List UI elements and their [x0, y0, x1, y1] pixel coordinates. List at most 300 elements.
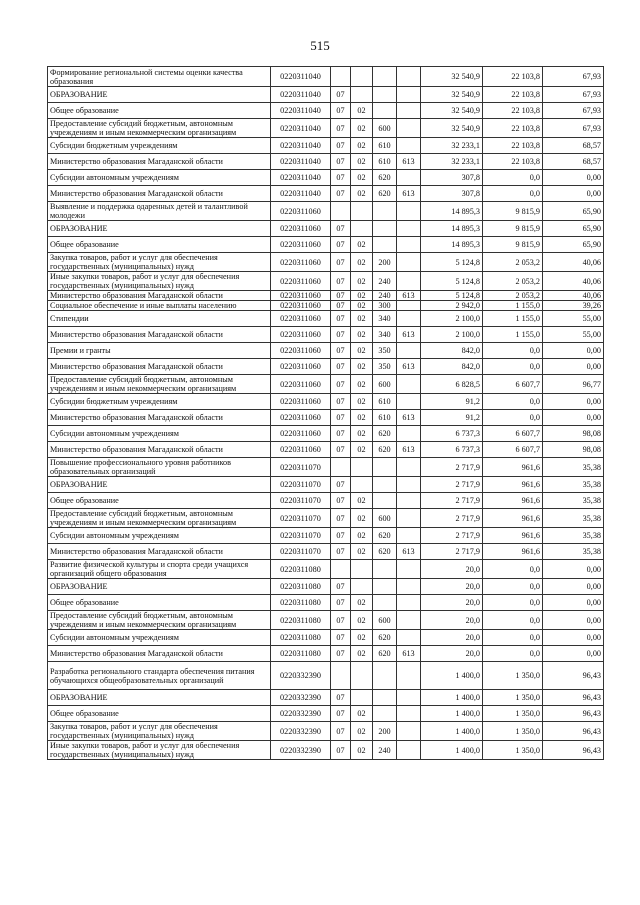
- cell-percent: 96,43: [543, 662, 604, 690]
- cell-expense-type: [373, 87, 397, 103]
- cell-subsection: 02: [351, 611, 373, 630]
- cell-subsection: 02: [351, 646, 373, 662]
- cell-section: 07: [331, 544, 351, 560]
- cell-subsection: 02: [351, 410, 373, 426]
- cell-department: [397, 690, 421, 706]
- cell-target-code: 0220311060: [271, 442, 331, 458]
- cell-expense-type: 600: [373, 375, 397, 394]
- cell-section: 07: [331, 706, 351, 722]
- cell-name: ОБРАЗОВАНИЕ: [48, 87, 271, 103]
- cell-section: 07: [331, 359, 351, 375]
- cell-expense-type: 240: [373, 291, 397, 301]
- cell-section: 07: [331, 138, 351, 154]
- table-row: [48, 311, 604, 327]
- cell-department: [397, 528, 421, 544]
- cell-expense-type: 620: [373, 426, 397, 442]
- cell-percent: 68,57: [543, 138, 604, 154]
- cell-executed: 9 815,9: [483, 237, 543, 253]
- cell-department: [397, 119, 421, 138]
- cell-subsection: [351, 560, 373, 579]
- cell-name: Общее образование: [48, 103, 271, 119]
- cell-target-code: 0220311060: [271, 237, 331, 253]
- cell-target-code: 0220332390: [271, 690, 331, 706]
- cell-name: Закупка товаров, работ и услуг для обеспечения государственных (муниципальных) нужд: [48, 253, 271, 272]
- cell-name: ОБРАЗОВАНИЕ: [48, 579, 271, 595]
- cell-percent: 35,38: [543, 544, 604, 560]
- cell-planned: 1 400,0: [421, 706, 483, 722]
- cell-percent: 0,00: [543, 410, 604, 426]
- cell-name: Общее образование: [48, 706, 271, 722]
- cell-planned: 2 717,9: [421, 493, 483, 509]
- cell-percent: 0,00: [543, 359, 604, 375]
- cell-department: 613: [397, 410, 421, 426]
- cell-section: 07: [331, 595, 351, 611]
- cell-name: Министерство образования Магаданской области: [48, 646, 271, 662]
- table-row: [48, 327, 604, 343]
- cell-section: 07: [331, 343, 351, 359]
- cell-section: 07: [331, 442, 351, 458]
- cell-subsection: 02: [351, 291, 373, 301]
- cell-name: Предоставление субсидий бюджетным, автономным учреждениям и иным некоммерческим организациям: [48, 611, 271, 630]
- cell-executed: 2 053,2: [483, 291, 543, 301]
- cell-name: Субсидии бюджетным учреждениям: [48, 138, 271, 154]
- cell-target-code: 0220332390: [271, 706, 331, 722]
- table-row: [48, 690, 604, 706]
- cell-planned: 1 400,0: [421, 722, 483, 741]
- cell-department: [397, 221, 421, 237]
- cell-section: 07: [331, 103, 351, 119]
- cell-department: [397, 662, 421, 690]
- cell-planned: 91,2: [421, 410, 483, 426]
- cell-target-code: 0220311070: [271, 458, 331, 477]
- cell-expense-type: 620: [373, 186, 397, 202]
- cell-percent: 67,93: [543, 67, 604, 87]
- cell-expense-type: 600: [373, 611, 397, 630]
- cell-name: Предоставление субсидий бюджетным, автономным учреждениям и иным некоммерческим организациям: [48, 375, 271, 394]
- cell-subsection: 02: [351, 509, 373, 528]
- cell-target-code: 0220311040: [271, 103, 331, 119]
- cell-executed: 9 815,9: [483, 202, 543, 221]
- cell-percent: 65,90: [543, 237, 604, 253]
- cell-name: ОБРАЗОВАНИЕ: [48, 221, 271, 237]
- table-row: [48, 359, 604, 375]
- cell-target-code: 0220311060: [271, 426, 331, 442]
- cell-expense-type: [373, 493, 397, 509]
- cell-percent: 68,57: [543, 154, 604, 170]
- cell-percent: 55,00: [543, 327, 604, 343]
- cell-percent: 0,00: [543, 186, 604, 202]
- cell-section: 07: [331, 410, 351, 426]
- cell-subsection: 02: [351, 375, 373, 394]
- table-row: [48, 662, 604, 690]
- cell-expense-type: 240: [373, 741, 397, 760]
- cell-section: 07: [331, 253, 351, 272]
- table-row: [48, 154, 604, 170]
- cell-expense-type: 350: [373, 359, 397, 375]
- cell-planned: 32 540,9: [421, 103, 483, 119]
- cell-executed: 0,0: [483, 646, 543, 662]
- cell-planned: 20,0: [421, 579, 483, 595]
- cell-subsection: [351, 221, 373, 237]
- cell-executed: 0,0: [483, 359, 543, 375]
- cell-percent: 67,93: [543, 87, 604, 103]
- cell-percent: 96,43: [543, 722, 604, 741]
- cell-planned: 6 828,5: [421, 375, 483, 394]
- cell-target-code: 0220311080: [271, 630, 331, 646]
- cell-planned: 842,0: [421, 359, 483, 375]
- cell-executed: 0,0: [483, 186, 543, 202]
- cell-name: Общее образование: [48, 493, 271, 509]
- cell-expense-type: 200: [373, 722, 397, 741]
- cell-section: 07: [331, 493, 351, 509]
- table-row: [48, 528, 604, 544]
- cell-planned: 20,0: [421, 611, 483, 630]
- cell-department: [397, 426, 421, 442]
- cell-name: Министерство образования Магаданской области: [48, 186, 271, 202]
- cell-target-code: 0220311060: [271, 253, 331, 272]
- table-row: [48, 509, 604, 528]
- cell-department: [397, 311, 421, 327]
- cell-section: 07: [331, 611, 351, 630]
- cell-name: Министерство образования Магаданской области: [48, 359, 271, 375]
- cell-executed: 22 103,8: [483, 67, 543, 87]
- cell-executed: 1 350,0: [483, 722, 543, 741]
- cell-percent: 40,06: [543, 253, 604, 272]
- table-row: [48, 544, 604, 560]
- cell-planned: 14 895,3: [421, 237, 483, 253]
- cell-executed: 22 103,8: [483, 103, 543, 119]
- cell-department: [397, 458, 421, 477]
- cell-percent: 0,00: [543, 343, 604, 359]
- table-row: [48, 202, 604, 221]
- table-row: [48, 611, 604, 630]
- table-row: [48, 442, 604, 458]
- cell-planned: 307,8: [421, 170, 483, 186]
- cell-executed: 6 607,7: [483, 442, 543, 458]
- cell-department: [397, 611, 421, 630]
- cell-subsection: 02: [351, 544, 373, 560]
- cell-target-code: 0220311080: [271, 579, 331, 595]
- table-row: [48, 477, 604, 493]
- cell-name: ОБРАЗОВАНИЕ: [48, 690, 271, 706]
- cell-subsection: 02: [351, 528, 373, 544]
- cell-expense-type: 620: [373, 528, 397, 544]
- cell-section: 07: [331, 87, 351, 103]
- cell-name: Стипендии: [48, 311, 271, 327]
- cell-percent: 96,43: [543, 706, 604, 722]
- cell-executed: 0,0: [483, 394, 543, 410]
- cell-target-code: 0220311070: [271, 477, 331, 493]
- cell-department: [397, 253, 421, 272]
- cell-department: 613: [397, 442, 421, 458]
- cell-department: [397, 722, 421, 741]
- cell-section: 07: [331, 291, 351, 301]
- cell-planned: 1 400,0: [421, 741, 483, 760]
- cell-subsection: 02: [351, 272, 373, 291]
- cell-expense-type: 620: [373, 170, 397, 186]
- cell-percent: 67,93: [543, 103, 604, 119]
- cell-section: 07: [331, 154, 351, 170]
- cell-target-code: 0220311040: [271, 186, 331, 202]
- cell-planned: 5 124,8: [421, 291, 483, 301]
- cell-target-code: 0220311060: [271, 327, 331, 343]
- cell-expense-type: 610: [373, 154, 397, 170]
- cell-department: [397, 394, 421, 410]
- cell-expense-type: [373, 579, 397, 595]
- cell-target-code: 0220311060: [271, 359, 331, 375]
- table-row: [48, 67, 604, 87]
- cell-name: Повышение профессионального уровня работников образовательных организаций: [48, 458, 271, 477]
- cell-target-code: 0220311060: [271, 221, 331, 237]
- cell-planned: 32 540,9: [421, 119, 483, 138]
- cell-percent: 98,08: [543, 426, 604, 442]
- cell-executed: 1 155,0: [483, 311, 543, 327]
- cell-section: 07: [331, 690, 351, 706]
- cell-section: 07: [331, 579, 351, 595]
- cell-planned: 2 717,9: [421, 458, 483, 477]
- cell-subsection: [351, 202, 373, 221]
- cell-department: 613: [397, 291, 421, 301]
- cell-percent: 40,06: [543, 272, 604, 291]
- cell-section: 07: [331, 741, 351, 760]
- cell-department: [397, 477, 421, 493]
- cell-department: [397, 103, 421, 119]
- cell-name: Министерство образования Магаданской области: [48, 291, 271, 301]
- table-row: [48, 343, 604, 359]
- cell-target-code: 0220311060: [271, 394, 331, 410]
- cell-subsection: 02: [351, 237, 373, 253]
- cell-name: Общее образование: [48, 237, 271, 253]
- cell-planned: 14 895,3: [421, 221, 483, 237]
- cell-section: [331, 560, 351, 579]
- cell-percent: 40,06: [543, 291, 604, 301]
- cell-subsection: [351, 662, 373, 690]
- cell-expense-type: [373, 221, 397, 237]
- cell-target-code: 0220311070: [271, 509, 331, 528]
- cell-percent: 0,00: [543, 646, 604, 662]
- cell-executed: 1 155,0: [483, 327, 543, 343]
- cell-department: [397, 170, 421, 186]
- cell-percent: 39,26: [543, 301, 604, 311]
- table-row: [48, 119, 604, 138]
- cell-target-code: 0220311070: [271, 528, 331, 544]
- cell-department: [397, 579, 421, 595]
- table-row: [48, 595, 604, 611]
- cell-percent: 35,38: [543, 509, 604, 528]
- cell-target-code: 0220311060: [271, 375, 331, 394]
- cell-expense-type: [373, 595, 397, 611]
- cell-subsection: [351, 458, 373, 477]
- cell-expense-type: 600: [373, 509, 397, 528]
- cell-planned: 1 400,0: [421, 662, 483, 690]
- cell-name: Иные закупки товаров, работ и услуг для обеспечения государственных (муниципальных) нужд: [48, 741, 271, 760]
- cell-section: 07: [331, 311, 351, 327]
- cell-target-code: 0220332390: [271, 662, 331, 690]
- cell-target-code: 0220311040: [271, 138, 331, 154]
- cell-planned: 2 100,0: [421, 327, 483, 343]
- cell-department: [397, 706, 421, 722]
- cell-department: 613: [397, 186, 421, 202]
- cell-subsection: 02: [351, 426, 373, 442]
- cell-expense-type: 610: [373, 394, 397, 410]
- cell-expense-type: 600: [373, 119, 397, 138]
- cell-executed: 1 350,0: [483, 706, 543, 722]
- table-row: [48, 493, 604, 509]
- cell-target-code: 0220311060: [271, 343, 331, 359]
- cell-expense-type: [373, 477, 397, 493]
- cell-department: [397, 202, 421, 221]
- cell-section: 07: [331, 237, 351, 253]
- table-row: [48, 291, 604, 301]
- cell-subsection: 02: [351, 359, 373, 375]
- cell-subsection: 02: [351, 630, 373, 646]
- table-row: [48, 301, 604, 311]
- cell-target-code: 0220311060: [271, 272, 331, 291]
- cell-target-code: 0220311080: [271, 595, 331, 611]
- cell-name: Формирование региональной системы оценки качества образования: [48, 67, 271, 87]
- cell-subsection: [351, 579, 373, 595]
- cell-executed: 1 155,0: [483, 301, 543, 311]
- cell-subsection: 02: [351, 706, 373, 722]
- table-row: [48, 253, 604, 272]
- cell-percent: 96,77: [543, 375, 604, 394]
- cell-department: [397, 493, 421, 509]
- cell-expense-type: 620: [373, 646, 397, 662]
- cell-planned: 14 895,3: [421, 202, 483, 221]
- table-row: [48, 87, 604, 103]
- cell-subsection: 02: [351, 170, 373, 186]
- cell-name: Разработка регионального стандарта обеспечения питания обучающихся общеобразовательных организаций: [48, 662, 271, 690]
- cell-executed: 1 350,0: [483, 662, 543, 690]
- cell-executed: 2 053,2: [483, 272, 543, 291]
- cell-section: 07: [331, 477, 351, 493]
- table-row: [48, 138, 604, 154]
- cell-department: [397, 509, 421, 528]
- cell-planned: 2 100,0: [421, 311, 483, 327]
- cell-target-code: 0220311070: [271, 544, 331, 560]
- cell-executed: 0,0: [483, 579, 543, 595]
- cell-subsection: 02: [351, 119, 373, 138]
- cell-percent: 55,00: [543, 311, 604, 327]
- cell-planned: 6 737,3: [421, 442, 483, 458]
- cell-percent: 35,38: [543, 458, 604, 477]
- cell-name: Премии и гранты: [48, 343, 271, 359]
- cell-planned: 32 233,1: [421, 154, 483, 170]
- cell-section: 07: [331, 646, 351, 662]
- cell-subsection: 02: [351, 311, 373, 327]
- cell-subsection: 02: [351, 741, 373, 760]
- cell-name: Министерство образования Магаданской области: [48, 410, 271, 426]
- cell-department: [397, 237, 421, 253]
- cell-expense-type: 610: [373, 410, 397, 426]
- cell-target-code: 0220311080: [271, 646, 331, 662]
- table-row: [48, 579, 604, 595]
- cell-expense-type: 620: [373, 442, 397, 458]
- cell-subsection: 02: [351, 442, 373, 458]
- cell-planned: 1 400,0: [421, 690, 483, 706]
- cell-section: 07: [331, 272, 351, 291]
- cell-name: Предоставление субсидий бюджетным, автономным учреждениям и иным некоммерческим организациям: [48, 509, 271, 528]
- cell-executed: 6 607,7: [483, 426, 543, 442]
- cell-executed: 2 053,2: [483, 253, 543, 272]
- cell-planned: 6 737,3: [421, 426, 483, 442]
- cell-percent: 0,00: [543, 560, 604, 579]
- cell-section: [331, 202, 351, 221]
- cell-name: Министерство образования Магаданской области: [48, 544, 271, 560]
- cell-target-code: 0220311040: [271, 119, 331, 138]
- cell-percent: 96,43: [543, 690, 604, 706]
- cell-executed: 22 103,8: [483, 154, 543, 170]
- cell-percent: 35,38: [543, 477, 604, 493]
- cell-executed: 0,0: [483, 560, 543, 579]
- cell-department: 613: [397, 646, 421, 662]
- cell-percent: 0,00: [543, 579, 604, 595]
- cell-name: Иные закупки товаров, работ и услуг для обеспечения государственных (муниципальных) нужд: [48, 272, 271, 291]
- cell-executed: 961,6: [483, 544, 543, 560]
- cell-department: [397, 272, 421, 291]
- cell-executed: 6 607,7: [483, 375, 543, 394]
- cell-expense-type: 300: [373, 301, 397, 311]
- budget-table-body: [48, 67, 604, 760]
- cell-percent: 0,00: [543, 394, 604, 410]
- cell-target-code: 0220311060: [271, 311, 331, 327]
- cell-target-code: 0220311060: [271, 202, 331, 221]
- table-row: [48, 394, 604, 410]
- cell-planned: 32 233,1: [421, 138, 483, 154]
- cell-expense-type: 620: [373, 544, 397, 560]
- cell-department: [397, 67, 421, 87]
- cell-section: 07: [331, 221, 351, 237]
- cell-target-code: 0220311080: [271, 560, 331, 579]
- cell-name: Общее образование: [48, 595, 271, 611]
- cell-planned: 5 124,8: [421, 253, 483, 272]
- table-row: [48, 426, 604, 442]
- cell-section: 07: [331, 186, 351, 202]
- cell-percent: 96,43: [543, 741, 604, 760]
- cell-name: Субсидии бюджетным учреждениям: [48, 394, 271, 410]
- cell-target-code: 0220311070: [271, 493, 331, 509]
- cell-expense-type: [373, 662, 397, 690]
- cell-expense-type: [373, 237, 397, 253]
- table-row: [48, 722, 604, 741]
- cell-subsection: 02: [351, 138, 373, 154]
- cell-name: ОБРАЗОВАНИЕ: [48, 477, 271, 493]
- cell-executed: 0,0: [483, 410, 543, 426]
- cell-executed: 961,6: [483, 458, 543, 477]
- cell-target-code: 0220311060: [271, 301, 331, 311]
- cell-section: 07: [331, 630, 351, 646]
- cell-planned: 307,8: [421, 186, 483, 202]
- cell-target-code: 0220311060: [271, 410, 331, 426]
- cell-department: [397, 595, 421, 611]
- cell-percent: 0,00: [543, 170, 604, 186]
- cell-planned: 842,0: [421, 343, 483, 359]
- cell-executed: 9 815,9: [483, 221, 543, 237]
- cell-name: Субсидии автономным учреждениям: [48, 528, 271, 544]
- budget-table: [47, 66, 604, 760]
- cell-executed: 22 103,8: [483, 138, 543, 154]
- table-row: [48, 410, 604, 426]
- cell-subsection: 02: [351, 253, 373, 272]
- cell-name: Министерство образования Магаданской области: [48, 442, 271, 458]
- cell-subsection: 02: [351, 343, 373, 359]
- cell-planned: 32 540,9: [421, 87, 483, 103]
- cell-executed: 961,6: [483, 509, 543, 528]
- cell-planned: 20,0: [421, 630, 483, 646]
- cell-department: [397, 375, 421, 394]
- cell-expense-type: [373, 560, 397, 579]
- cell-expense-type: 340: [373, 327, 397, 343]
